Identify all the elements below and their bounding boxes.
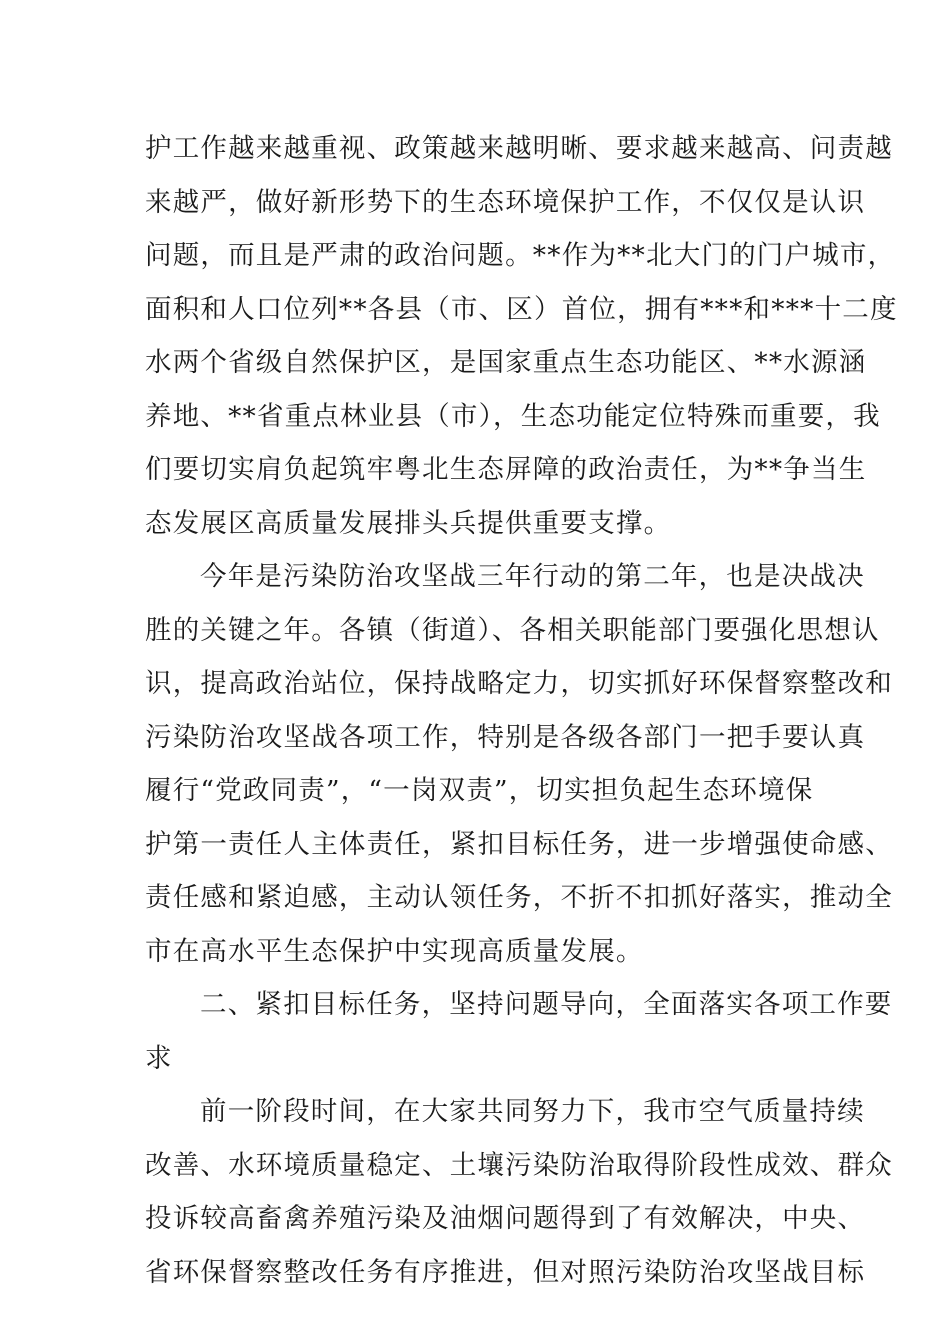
paragraph-line: 护工作越来越重视、政策越来越明晰、要求越来越高、问责越 [145,133,893,164]
paragraph-line: 责任感和紧迫感，主动认领任务，不折不扣抓好落实，推动全 [145,882,893,913]
paragraph-line: 前一阶段时间，在大家共同努力下，我市空气质量持续 [200,1096,865,1127]
paragraph-line: 识，提高政治站位，保持战略定力，切实抓好环保督察整改和 [145,668,893,699]
paragraph-line: 市在高水平生态保护中实现高质量发展。 [145,935,644,967]
paragraph-line: 改善、水环境质量稳定、土壤污染防治取得阶段性成效、群众 [145,1149,893,1181]
paragraph-line: 水两个省级自然保护区，是国家重点生态功能区、**水源涵 [145,347,867,378]
paragraph-line: 来越严，做好新形势下的生态环境保护工作，不仅仅是认识 [145,186,866,218]
paragraph-line: 投诉较高畜禽养殖污染及油烟问题得到了有效解决，中央、 [145,1203,866,1234]
section-heading-line: 求 [145,1042,173,1074]
paragraph-line: 护第一责任人主体责任，紧扣目标任务，进一步增强使命感、 [145,828,893,860]
document-page [145,122,898,1299]
paragraph-line: 今年是污染防治攻坚战三年行动的第二年，也是决战决 [200,561,865,592]
section-heading-line: 二、紧扣目标任务，坚持问题导向，全面落实各项工作要 [200,989,893,1020]
paragraph-line: 态发展区高质量发展排头兵提供重要支撑。 [145,507,672,539]
paragraph-line: 面积和人口位列**各县（市、区）首位，拥有***和***十二度 [145,293,898,325]
paragraph-line: 履行“党政同责”，“一岗双责”，切实担负起生态环境保 [145,775,814,806]
paragraph-line: 省环保督察整改任务有序推进，但对照污染防治攻坚战目标 [145,1256,866,1288]
paragraph-line: 问题，而且是严肃的政治问题。**作为**北大门的门户城市， [145,240,896,271]
paragraph-line: 胜的关键之年。各镇（街道）、各相关职能部门要强化思想认 [145,614,880,646]
paragraph-line: 污染防治攻坚战各项工作，特别是各级各部门一把手要认真 [145,721,866,753]
paragraph-line: 们要切实肩负起筑牢粤北生态屏障的政治责任，为**争当生 [145,454,867,485]
paragraph-line: 养地、**省重点林业县（市），生态功能定位特殊而重要，我 [145,400,881,432]
